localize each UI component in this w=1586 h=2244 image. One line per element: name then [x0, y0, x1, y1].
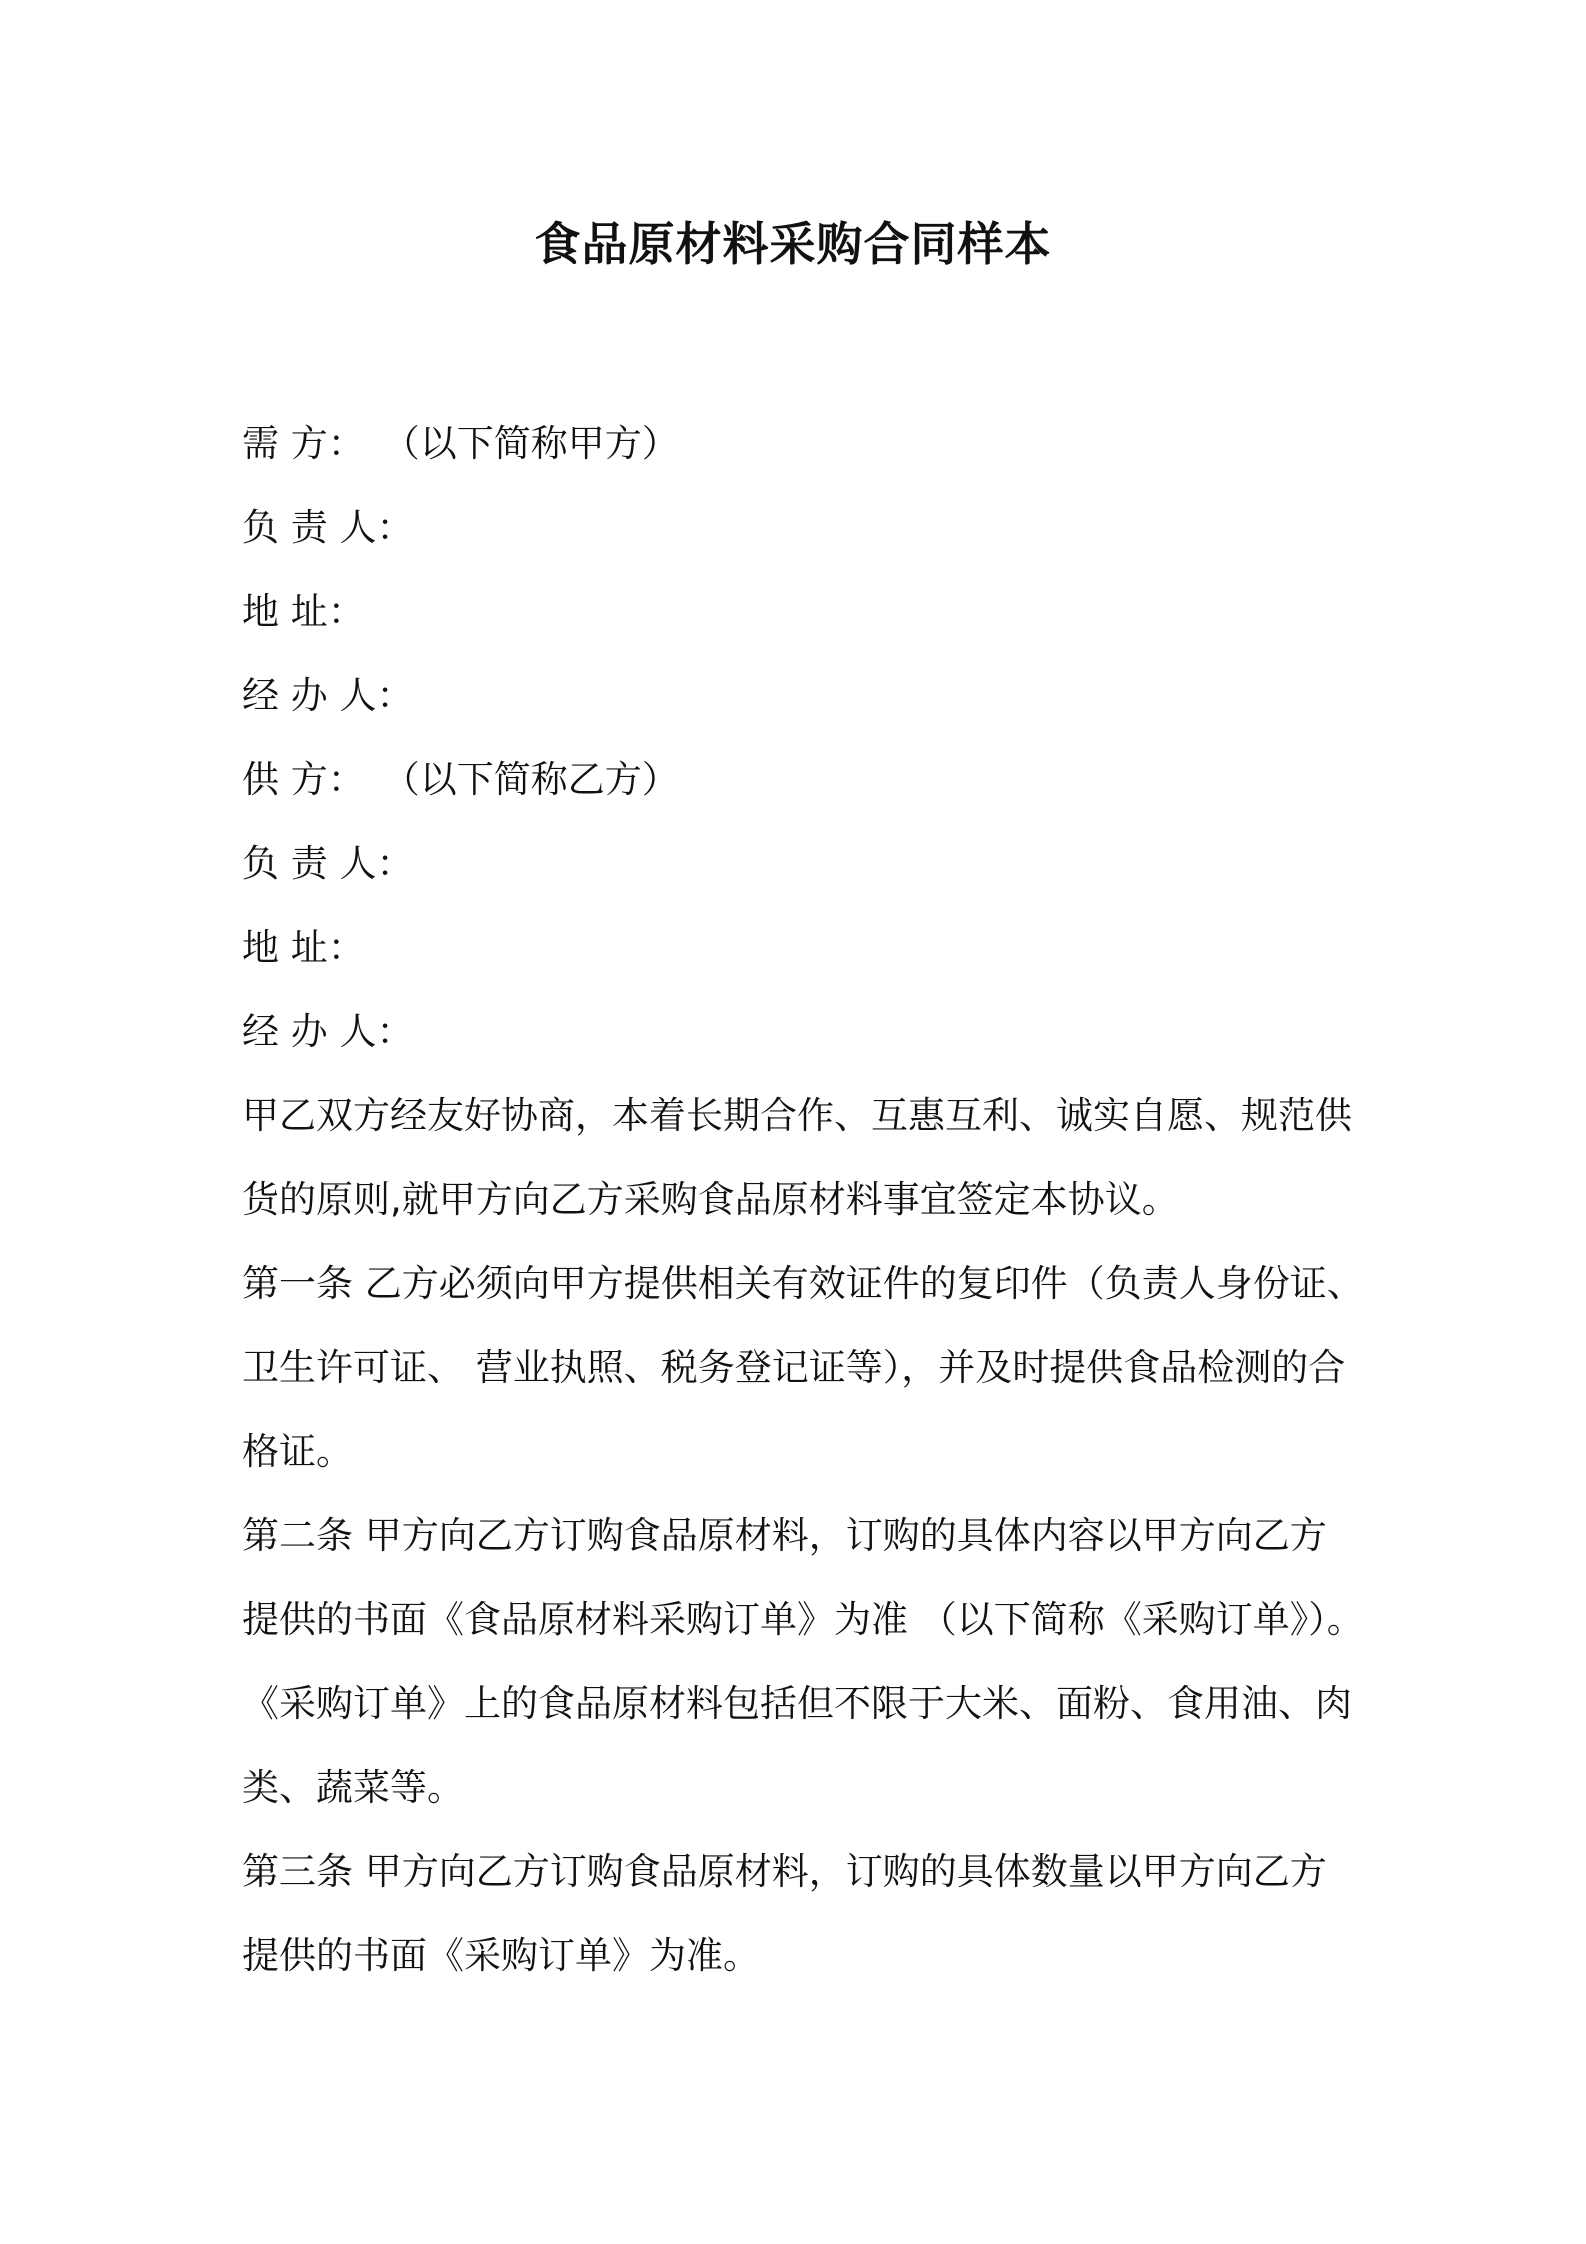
party-a-manager-field: 负 责 人：: [242, 506, 414, 549]
text-line: 第三条 甲方向乙方订购食品原材料，订购的具体数量以甲方向乙方: [242, 1850, 1327, 1893]
text-line: 甲乙双方经友好协商，本着长期合作、互惠互利、诚实自愿、规范供: [242, 1094, 1352, 1137]
party-b-handler-field: 经 办 人：: [242, 1010, 414, 1053]
party-b-manager-field: 负 责 人：: [242, 842, 414, 885]
article-3-paragraph: [242, 1830, 1382, 1998]
party-b-address-field: 地 址：: [242, 926, 365, 969]
text-line: 提供的书面《采购订单》为准。: [242, 1934, 760, 1977]
party-b-label: 供 方：: [242, 758, 365, 801]
party-b-line: [242, 738, 1382, 822]
text-line: 格证。: [242, 1430, 353, 1473]
preamble-paragraph: [242, 1074, 1382, 1242]
document-body: [242, 402, 1382, 1998]
party-a-note: （以下简称甲方）: [382, 422, 679, 465]
party-a-label: 需 方：: [242, 422, 365, 465]
text-line: 第一条 乙方必须向甲方提供相关有效证件的复印件（负责人身份证、: [242, 1262, 1364, 1305]
text-line: 《采购订单》上的食品原材料包括但不限于大米、面粉、食用油、肉: [242, 1682, 1352, 1725]
text-line: 第二条 甲方向乙方订购食品原材料，订购的具体内容以甲方向乙方: [242, 1514, 1327, 1557]
text-line: 类、蔬菜等。: [242, 1766, 464, 1809]
party-a-handler-field: 经 办 人：: [242, 674, 414, 717]
text-line: 货的原则,就甲方向乙方采购食品原材料事宜签定本协议。: [242, 1178, 1179, 1221]
party-b-note: （以下简称乙方）: [382, 758, 679, 801]
document-title: 食品原材料采购合同样本: [534, 217, 1052, 271]
text-line: 卫生许可证、 营业执照、税务登记证等），并及时提供食品检测的合: [242, 1346, 1346, 1389]
article-2-paragraph: [242, 1494, 1382, 1830]
party-a-line: [242, 402, 1382, 486]
party-a-address-field: 地 址：: [242, 590, 365, 633]
article-1-paragraph: [242, 1242, 1382, 1494]
text-line: 提供的书面《食品原材料采购订单》为准 （以下简称《采购订单》）。: [242, 1598, 1364, 1641]
